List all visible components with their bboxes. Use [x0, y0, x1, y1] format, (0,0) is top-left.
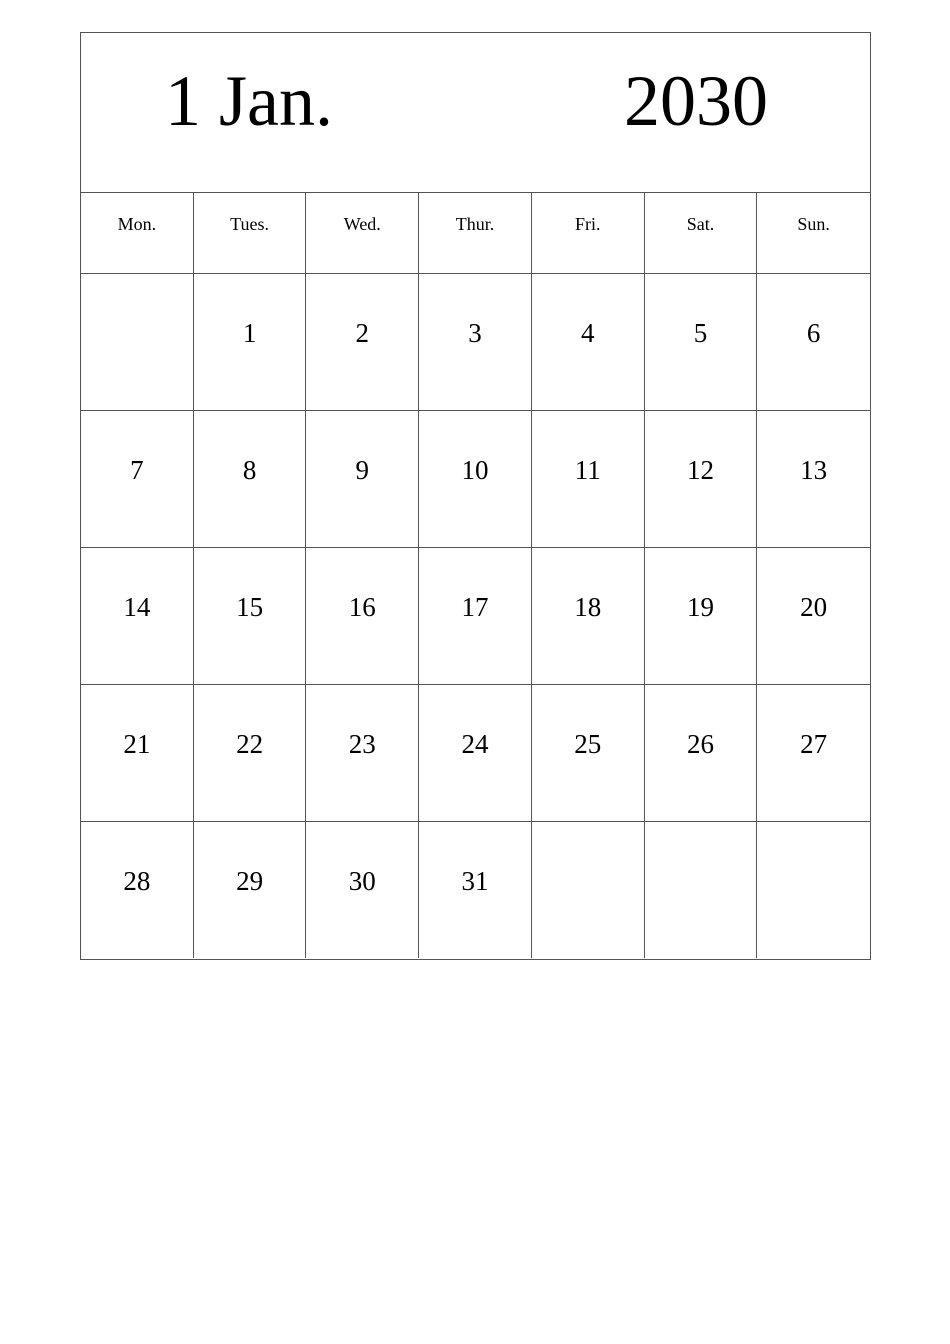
day-cell: 29 [194, 822, 307, 958]
day-cell: 23 [306, 685, 419, 821]
day-cell: 5 [645, 274, 758, 410]
day-cell: 9 [306, 411, 419, 547]
day-cell: 19 [645, 548, 758, 684]
day-cell: 25 [532, 685, 645, 821]
year-title: 2030 [624, 61, 768, 141]
weekday-label: Thur. [419, 193, 532, 273]
weekday-label: Sat. [645, 193, 758, 273]
week-row [81, 822, 870, 958]
weekday-label: Mon. [81, 193, 194, 273]
day-cell: 16 [306, 548, 419, 684]
calendar-header [81, 33, 870, 193]
day-cell: 27 [800, 729, 828, 759]
day-cell [757, 822, 870, 958]
day-cell: 14 [81, 548, 194, 684]
day-cell: 2 [306, 274, 419, 410]
day-cell: 1 [194, 274, 307, 410]
day-cell: 8 [194, 411, 307, 547]
day-cell: 21 [81, 685, 194, 821]
day-cell: 3 [419, 274, 532, 410]
day-cell: 4 [532, 274, 645, 410]
weekday-label: Fri. [532, 193, 645, 273]
calendar [80, 32, 871, 960]
day-cell: 26 [645, 685, 758, 821]
day-cell: 28 [81, 822, 194, 958]
day-cell: 15 [194, 548, 307, 684]
day-cell: 22 [194, 685, 307, 821]
day-cell: 24 [419, 685, 532, 821]
week-row [81, 411, 870, 548]
month-title: 1 Jan. [165, 61, 333, 141]
day-cell [532, 822, 645, 958]
weekday-header-row [81, 193, 870, 274]
day-cell: 17 [419, 548, 532, 684]
day-cell: 20 [800, 592, 828, 622]
weekday-label: Tues. [194, 193, 307, 273]
day-cell [81, 274, 194, 410]
week-row [81, 548, 870, 685]
week-row [81, 274, 870, 411]
weekday-label: Wed. [306, 193, 419, 273]
calendar-grid [81, 274, 870, 958]
day-cell: 13 [800, 455, 828, 485]
day-cell: 11 [532, 411, 645, 547]
day-cell: 10 [419, 411, 532, 547]
day-cell: 7 [81, 411, 194, 547]
day-cell: 31 [419, 822, 532, 958]
day-cell: 18 [532, 548, 645, 684]
week-row [81, 685, 870, 822]
day-cell: 30 [306, 822, 419, 958]
day-cell: 6 [806, 318, 821, 348]
day-cell: 12 [645, 411, 758, 547]
weekday-label: Sun. [797, 214, 830, 234]
day-cell [645, 822, 758, 958]
